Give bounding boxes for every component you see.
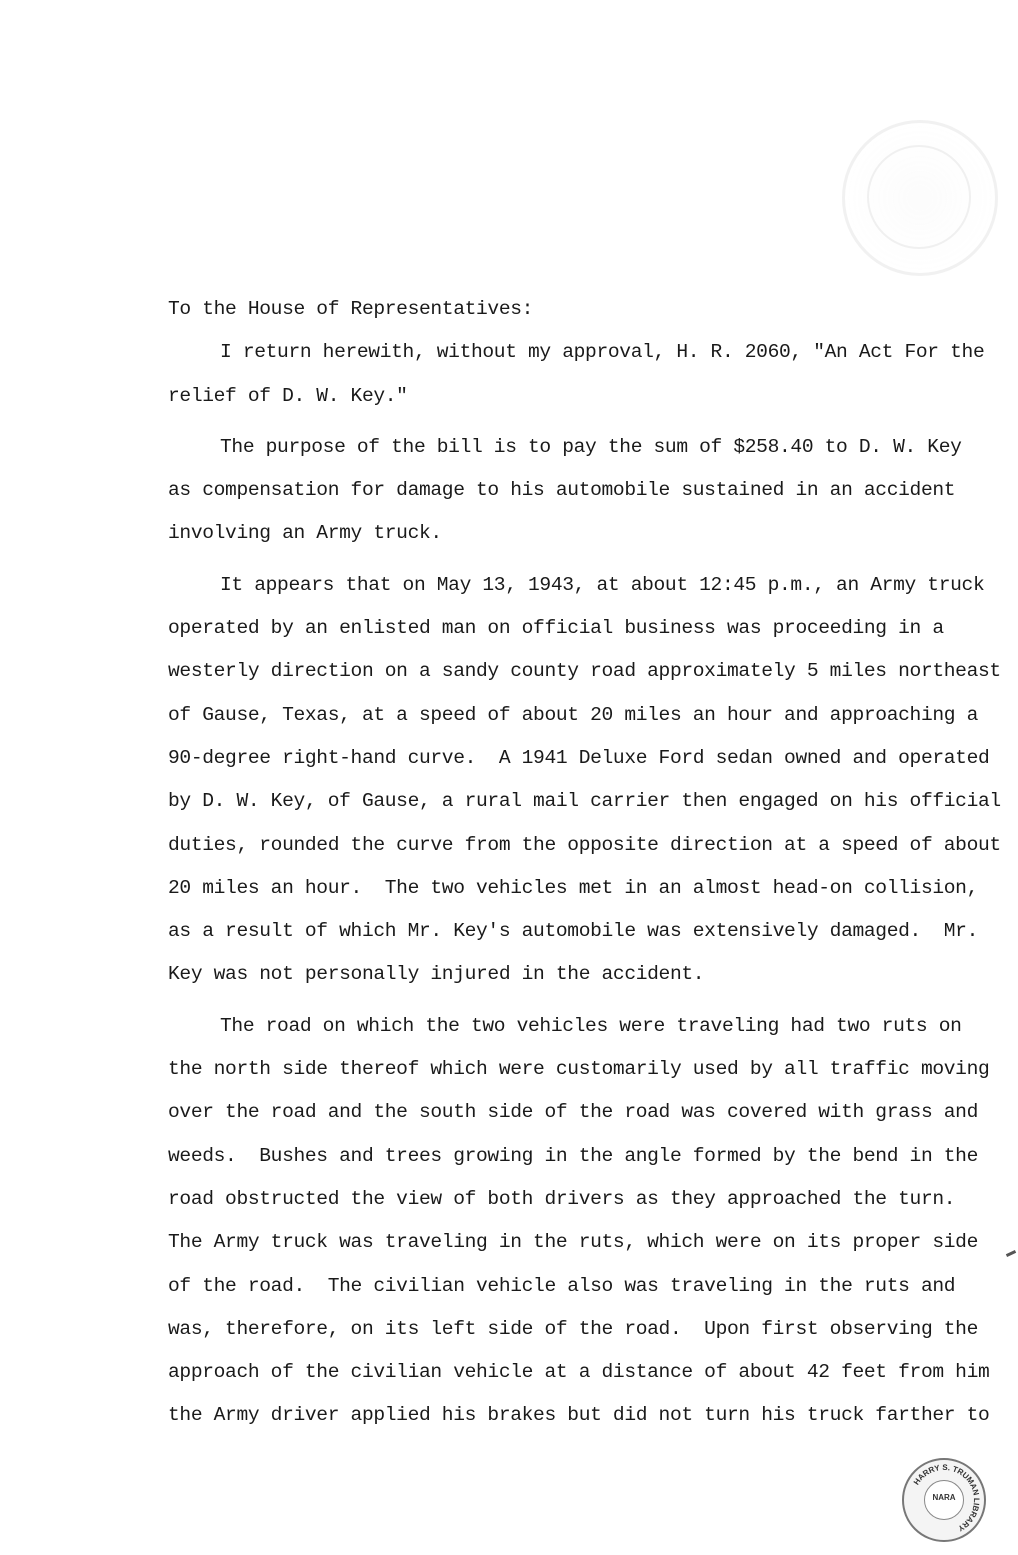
paragraph-lines bbox=[168, 338, 1001, 1444]
text-line: of Gause, Texas, at a speed of about 20 miles an hour and approaching a bbox=[168, 703, 978, 726]
text-line: weeds. Bushes and trees growing in the angle formed by the bend in the bbox=[168, 1144, 978, 1167]
text-line: by D. W. Key, of Gause, a rural mail carrier then engaged on his official bbox=[168, 790, 1001, 813]
margin-mark bbox=[1006, 1250, 1016, 1257]
text-line: 90-degree right-hand curve. A 1941 Deluxe Ford sedan owned and operated bbox=[168, 746, 990, 769]
text-line: Key was not personally injured in the accident. bbox=[168, 963, 705, 986]
faded-library-stamp bbox=[842, 120, 998, 276]
text-line: The Army truck was traveling in the ruts, which were on its proper side bbox=[168, 1231, 978, 1254]
text-line: The purpose of the bill is to pay the sum of $258.40 to D. W. Key bbox=[220, 435, 962, 458]
text-line: relief of D. W. Key." bbox=[168, 384, 408, 407]
text-line: involving an Army truck. bbox=[168, 522, 442, 545]
stamp-inner-ring bbox=[867, 145, 971, 249]
text-line: the Army driver applied his brakes but did not turn his truck farther to bbox=[168, 1404, 990, 1427]
stamp-nara-label: NARA bbox=[932, 1493, 956, 1502]
text-line: the north side thereof which were customarily used by all traffic moving bbox=[168, 1058, 990, 1081]
text-line: as compensation for damage to his automobile sustained in an accident bbox=[168, 479, 956, 502]
truman-library-stamp bbox=[902, 1458, 986, 1542]
text-line: approach of the civilian vehicle at a distance of about 42 feet from him bbox=[168, 1361, 990, 1384]
stamp-ring-text: HARRY S. TRUMAN LIBRARY bbox=[911, 1462, 982, 1533]
text-line: operated by an enlisted man on official business was proceeding in a bbox=[168, 617, 944, 640]
text-line: The road on which the two vehicles were traveling had two ruts on bbox=[220, 1014, 962, 1037]
text-line: as a result of which Mr. Key's automobile was extensively damaged. Mr. bbox=[168, 920, 978, 943]
text-line: 20 miles an hour. The two vehicles met in an almost head-on collision, bbox=[168, 876, 978, 899]
text-line: I return herewith, without my approval, H. R. 2060, "An Act For the bbox=[220, 341, 985, 364]
letter-body bbox=[168, 295, 1001, 1445]
text-line: was, therefore, on its left side of the road. Upon first observing the bbox=[168, 1317, 978, 1340]
text-line: duties, rounded the curve from the opposite direction at a speed of about bbox=[168, 833, 1001, 856]
text-line: It appears that on May 13, 1943, at about 12:45 p.m., an Army truck bbox=[220, 573, 985, 596]
text-line: over the road and the south side of the road was covered with grass and bbox=[168, 1101, 978, 1124]
text-line: westerly direction on a sandy county road approximately 5 miles northeast bbox=[168, 660, 1001, 683]
text-line: road obstructed the view of both drivers as they approached the turn. bbox=[168, 1187, 956, 1210]
text-line: of the road. The civilian vehicle also was traveling in the ruts and bbox=[168, 1274, 956, 1297]
salutation: To the House of Representatives: bbox=[168, 298, 534, 320]
